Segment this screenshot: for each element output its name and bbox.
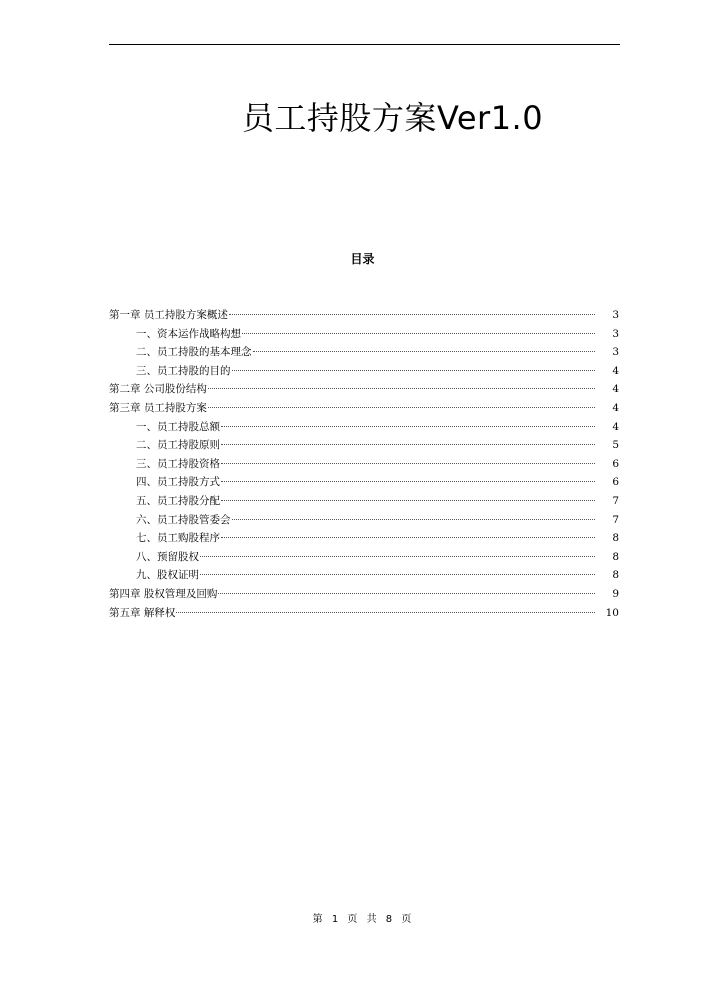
footer-total-pages: 8 (385, 914, 394, 925)
footer-page-word: 第 (312, 914, 324, 925)
toc-entry-page: 4 (612, 401, 619, 414)
toc-entry-label: 第五章 解释权 (109, 606, 176, 619)
toc-entry-label: 一、员工持股总额 (136, 420, 220, 433)
toc-entry[interactable] (109, 473, 619, 492)
footer-page-unit: 页 (347, 914, 359, 925)
toc-entry-page: 9 (612, 587, 619, 600)
toc-entry-label: 三、员工持股资格 (136, 457, 220, 470)
toc-entry[interactable] (109, 585, 619, 604)
toc-entry[interactable] (109, 362, 619, 381)
toc-entry-page: 4 (612, 364, 619, 377)
toc-entry-page: 3 (612, 346, 619, 359)
toc-entry-page: 3 (612, 309, 619, 321)
toc-entry-label: 六、员工持股管委会 (136, 513, 231, 526)
toc-entry-label: 七、员工购股程序 (136, 532, 220, 545)
toc-leader-dots (218, 593, 595, 594)
toc-leader-dots (200, 574, 595, 575)
toc-entry-label: 第一章 员工持股方案概述 (109, 309, 228, 321)
toc-leader-dots (200, 556, 595, 557)
toc-entry-page: 5 (612, 439, 619, 452)
toc-leader-dots (221, 481, 595, 482)
toc-entry[interactable] (109, 399, 619, 418)
toc-entry[interactable] (109, 306, 619, 325)
toc-entry-page: 6 (612, 457, 619, 470)
toc-leader-dots (253, 351, 596, 352)
toc-entry-label: 一、资本运作战略构想 (136, 327, 241, 340)
toc-entry-page: 7 (612, 513, 619, 526)
toc-heading: 目录 (350, 252, 375, 266)
toc-entry-page: 4 (612, 383, 619, 396)
toc-entry-page: 4 (612, 420, 619, 433)
toc-entry-page: 8 (612, 532, 619, 545)
toc-entry-page: 3 (612, 327, 619, 340)
toc-entry-label: 第二章 公司股份结构 (109, 383, 207, 396)
footer-total-unit: 页 (401, 914, 413, 925)
toc-entry[interactable] (109, 380, 619, 399)
toc-leader-dots (208, 407, 595, 408)
toc-entry-label: 八、预留股权 (136, 550, 199, 563)
toc-entry-label: 九、股权证明 (136, 569, 199, 582)
toc-entry[interactable] (109, 604, 619, 623)
toc-entry-label: 三、员工持股的目的 (136, 364, 231, 377)
toc-leader-dots (221, 426, 595, 427)
toc-entry-label: 四、员工持股方式 (136, 476, 220, 489)
toc-entry[interactable] (109, 436, 619, 455)
header-rule (109, 44, 620, 45)
toc-entry-page: 7 (612, 494, 619, 507)
toc-entry[interactable] (109, 548, 619, 567)
table-of-contents (109, 306, 619, 622)
toc-leader-dots (232, 519, 596, 520)
toc-leader-dots (221, 463, 595, 464)
toc-entry[interactable] (109, 343, 619, 362)
footer-current-page: 1 (331, 914, 340, 925)
toc-entry-page: 8 (612, 550, 619, 563)
toc-leader-dots (242, 333, 595, 334)
toc-leader-dots (176, 612, 595, 613)
toc-entry-page: 6 (612, 476, 619, 489)
toc-entry[interactable] (109, 511, 619, 530)
toc-entry-label: 五、员工持股分配 (136, 494, 220, 507)
document-title-text: 员工持股方案 (241, 99, 437, 137)
toc-entry[interactable] (109, 325, 619, 344)
toc-entry-label: 二、员工持股的基本理念 (136, 346, 252, 359)
toc-leader-dots (229, 314, 595, 315)
toc-entry-page: 8 (612, 569, 619, 582)
toc-entry[interactable] (109, 418, 619, 437)
page-footer (0, 910, 725, 925)
document-title (0, 96, 725, 140)
toc-entry-label: 二、员工持股原则 (136, 439, 220, 452)
toc-entry-label: 第四章 股权管理及回购 (109, 587, 218, 600)
toc-entry[interactable] (109, 492, 619, 511)
toc-leader-dots (221, 444, 595, 445)
toc-entry[interactable] (109, 566, 619, 585)
toc-leader-dots (221, 537, 595, 538)
toc-entry[interactable] (109, 529, 619, 548)
toc-leader-dots (232, 370, 596, 371)
document-version: Ver1.0 (436, 99, 544, 137)
toc-entry-page: 10 (605, 606, 619, 619)
toc-entry[interactable] (109, 455, 619, 474)
toc-entry-label: 第三章 员工持股方案 (109, 401, 207, 414)
toc-leader-dots (221, 500, 595, 501)
footer-total-word: 共 (366, 914, 378, 925)
toc-leader-dots (208, 388, 595, 389)
